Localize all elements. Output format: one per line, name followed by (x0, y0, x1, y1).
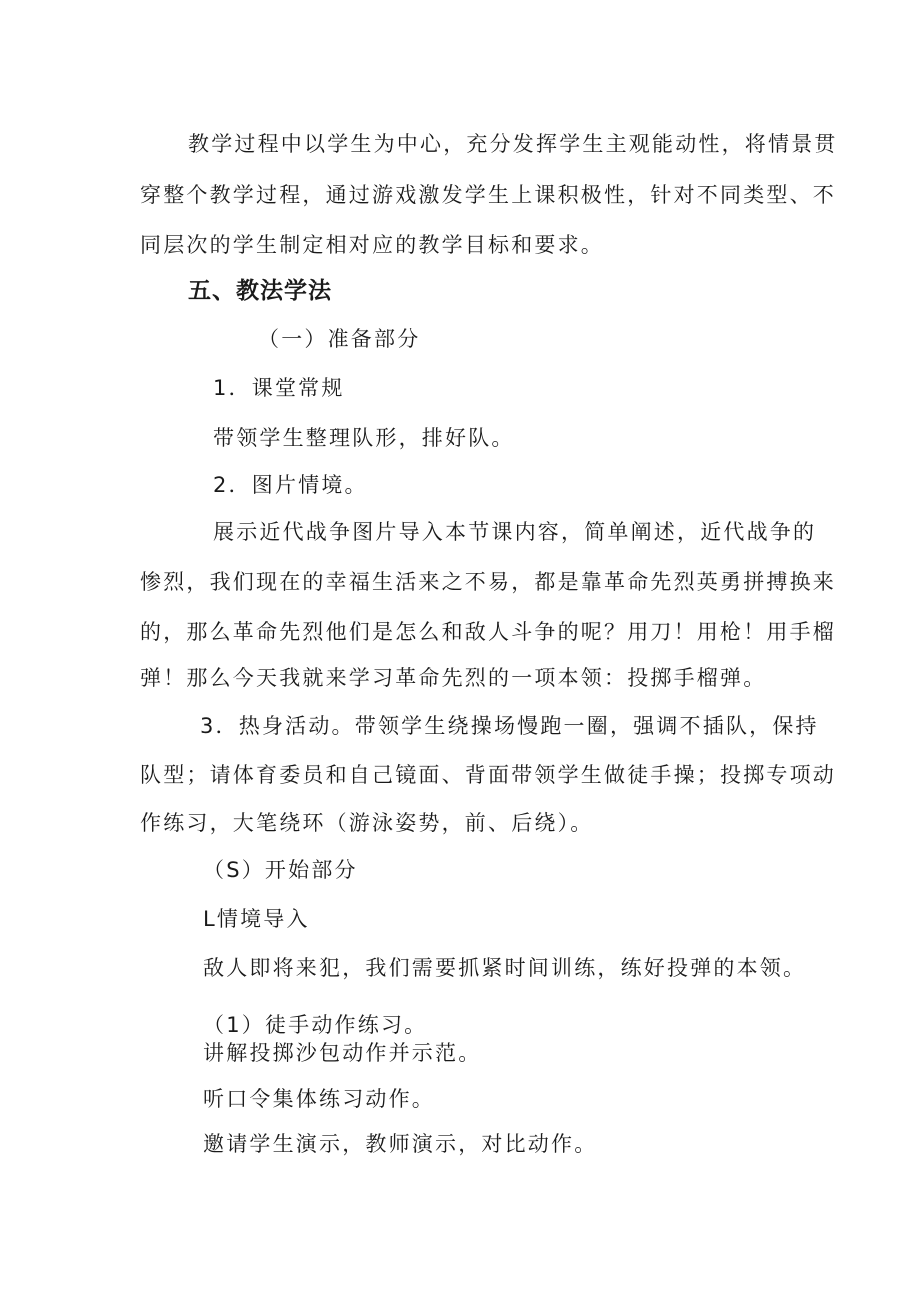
paragraph-line: 惨烈，我们现在的幸福生活来之不易，都是靠革命先烈英勇拼搏换来 (140, 570, 836, 594)
item-heading: 1．课堂常规 (213, 376, 345, 400)
section-heading: 五、教法学法 (188, 278, 332, 304)
item-heading: 2．图片情境。 (213, 473, 368, 497)
step-text: 听口令集体练习动作。 (203, 1087, 435, 1111)
item-heading: L情境导入 (203, 907, 310, 931)
step-text: 邀请学生演示，教师演示，对比动作。 (203, 1132, 598, 1156)
paragraph-line: 队型；请体育委员和自己镜面、背面带领学生做徒手操；投掷专项动 (140, 763, 836, 787)
paragraph-line: 弹！那么今天我就来学习革命先烈的一项本领：投掷手榴弹。 (140, 666, 767, 690)
item-text: 敌人即将来犯，我们需要抓紧时间训练，练好投弹的本领。 (203, 956, 807, 980)
item-text: 带领学生整理队形，排好队。 (213, 426, 515, 450)
paragraph-line: 的，那么革命先烈他们是怎么和敌人斗争的呢？用刀！用枪！用手榴 (140, 620, 836, 644)
step-heading: （1）徒手动作练习。 (203, 1013, 428, 1037)
subsection-heading: （一）准备部分 (258, 327, 421, 351)
paragraph-line: 穿整个教学过程，通过游戏激发学生上课积极性，针对不同类型、不 (140, 183, 836, 207)
paragraph-line: 教学过程中以学生为中心，充分发挥学生主观能动性，将情景贯 (188, 132, 838, 156)
step-text: 讲解投掷沙包动作并示范。 (203, 1041, 482, 1065)
paragraph-line: 展示近代战争图片导入本节课内容，简单阐述，近代战争的 (213, 520, 817, 544)
subsection-heading: （S）开始部分 (203, 858, 358, 882)
paragraph-line: 3．热身活动。带领学生绕操场慢跑一圈，强调不插队，保持 (200, 714, 819, 738)
paragraph-line: 作练习，大笔绕环（游泳姿势，前、后绕）。 (140, 811, 594, 835)
paragraph-line: 同层次的学生制定相对应的教学目标和要求。 (140, 233, 604, 257)
